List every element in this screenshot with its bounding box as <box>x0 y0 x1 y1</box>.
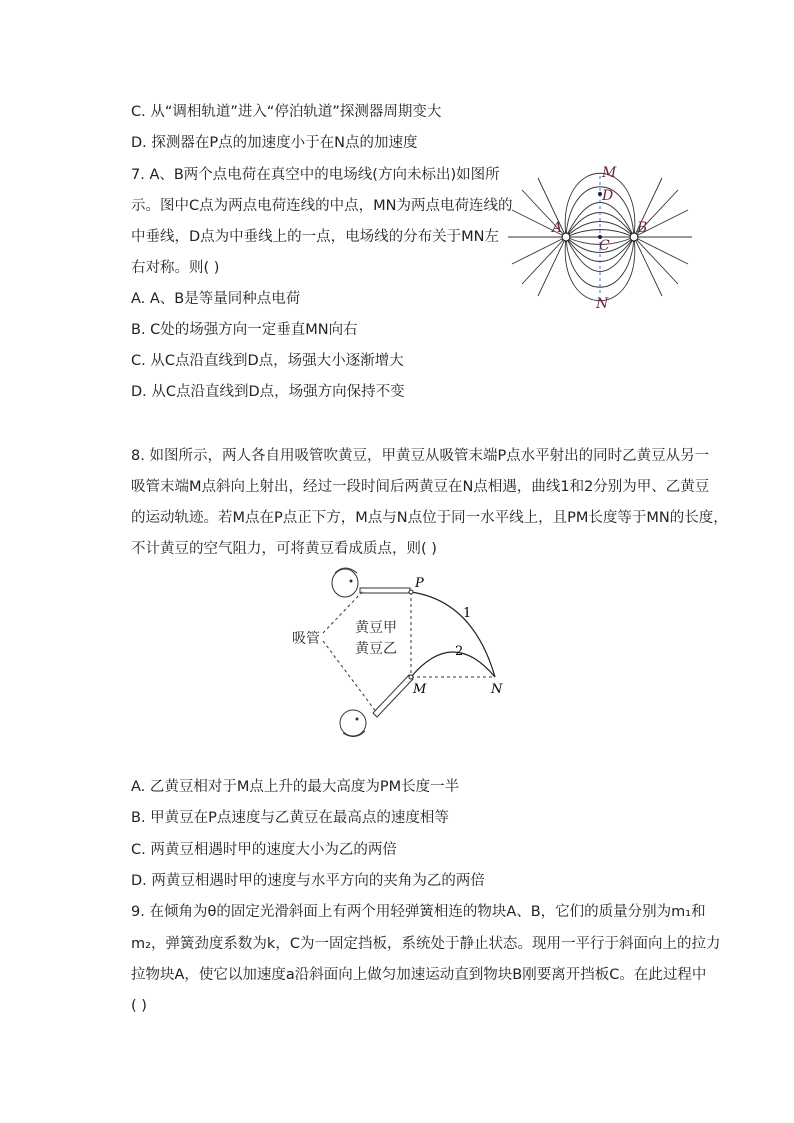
q7-stem-line3: 中垂线，D点为中垂线上的一点，电场线的分布关于MN左 <box>131 229 500 245</box>
q7-option-c: C. 从C点沿直线到D点，场强大小逐渐增大 <box>131 353 404 369</box>
label-bean-jia: 黄豆甲 <box>355 620 397 636</box>
q6-option-c: C. 从“调相轨道”进入“停泊轨道”探测器周期变大 <box>131 104 442 120</box>
label-curve-2: 2 <box>455 644 464 659</box>
label-m: M <box>602 165 617 181</box>
q8-stem-line2: 吸管末端M点斜向上射出，经过一段时间后两黄豆在N点相遇，曲线1和2分别为甲、乙黄豆 <box>131 479 710 495</box>
trajectory-2 <box>411 652 495 677</box>
label-b: B <box>637 220 648 236</box>
label-curve-1: 1 <box>463 606 472 621</box>
label-n: N <box>596 296 609 312</box>
q8-stem-line3: 的运动轨迹。若M点在P点正下方，M点与N点位于同一水平线上，且PM长度等于MN的长度， <box>131 510 728 526</box>
q9-stem-line3: 拉物块A，使它以加速度a沿斜面向上做匀加速运动直到物块B刚要离开挡板C。在此过程中 <box>131 967 707 983</box>
q7-option-b: B. C处的场强方向一定垂直MN向右 <box>131 322 358 338</box>
straw-top <box>360 588 410 593</box>
q7-stem-line1: 7. A、B两个点电荷在真空中的电场线(方向未标出)如图所 <box>131 167 500 183</box>
q6-option-d: D. 探测器在P点的加速度小于在N点的加速度 <box>131 135 418 151</box>
q8-option-b: B. 甲黄豆在P点速度与乙黄豆在最高点的速度相等 <box>131 810 449 826</box>
label-n: N <box>491 682 503 697</box>
q8-stem-line1: 8. 如图所示，两人各自用吸管吹黄豆，甲黄豆从吸管末端P点水平射出的同时乙黄豆从另一 <box>131 448 710 464</box>
q8-option-d: D. 两黄豆相遇时甲的速度与水平方向的夹角为乙的两倍 <box>131 873 485 889</box>
q7-field-line-figure <box>500 160 700 315</box>
label-m: M <box>413 682 427 697</box>
q8-stem-line4: 不计黄豆的空气阻力，可将黄豆看成质点，则( ) <box>131 541 437 557</box>
person-top-icon <box>332 568 358 597</box>
q8-option-c: C. 两黄豆相遇时甲的速度大小为乙的两倍 <box>131 842 397 858</box>
q8-option-a: A. 乙黄豆相对于M点上升的最大高度为PM长度一半 <box>131 779 460 795</box>
q9-stem-line2: m₂，弹簧劲度系数为k，C为一固定挡板，系统处于静止状态。现用一平行于斜面向上的拉力 <box>131 936 721 952</box>
q7-stem-line4: 右对称。则( ) <box>131 260 220 276</box>
q9-stem-line4: ( ) <box>131 998 147 1014</box>
person-bottom-icon <box>340 710 366 737</box>
label-p: P <box>415 576 424 591</box>
q8-beans-figure <box>285 565 515 745</box>
label-bean-yi: 黄豆乙 <box>355 641 397 657</box>
q7-stem-line2: 示。图中C点为两点电荷连线的中点，MN为两点电荷连线的 <box>131 198 513 214</box>
q7-option-a: A. A、B是等量同种点电荷 <box>131 291 301 307</box>
q9-stem-line1: 9. 在倾角为θ的固定光滑斜面上有两个用轻弹簧相连的物块A、B，它们的质量分别为m₁和 <box>131 904 706 920</box>
label-d: D <box>602 188 614 204</box>
straw-bottom <box>373 675 413 717</box>
label-a: A <box>552 220 563 236</box>
label-straw: 吸管 <box>292 631 320 647</box>
q7-option-d: D. 从C点沿直线到D点，场强方向保持不变 <box>131 384 405 400</box>
label-c: C <box>599 238 610 254</box>
